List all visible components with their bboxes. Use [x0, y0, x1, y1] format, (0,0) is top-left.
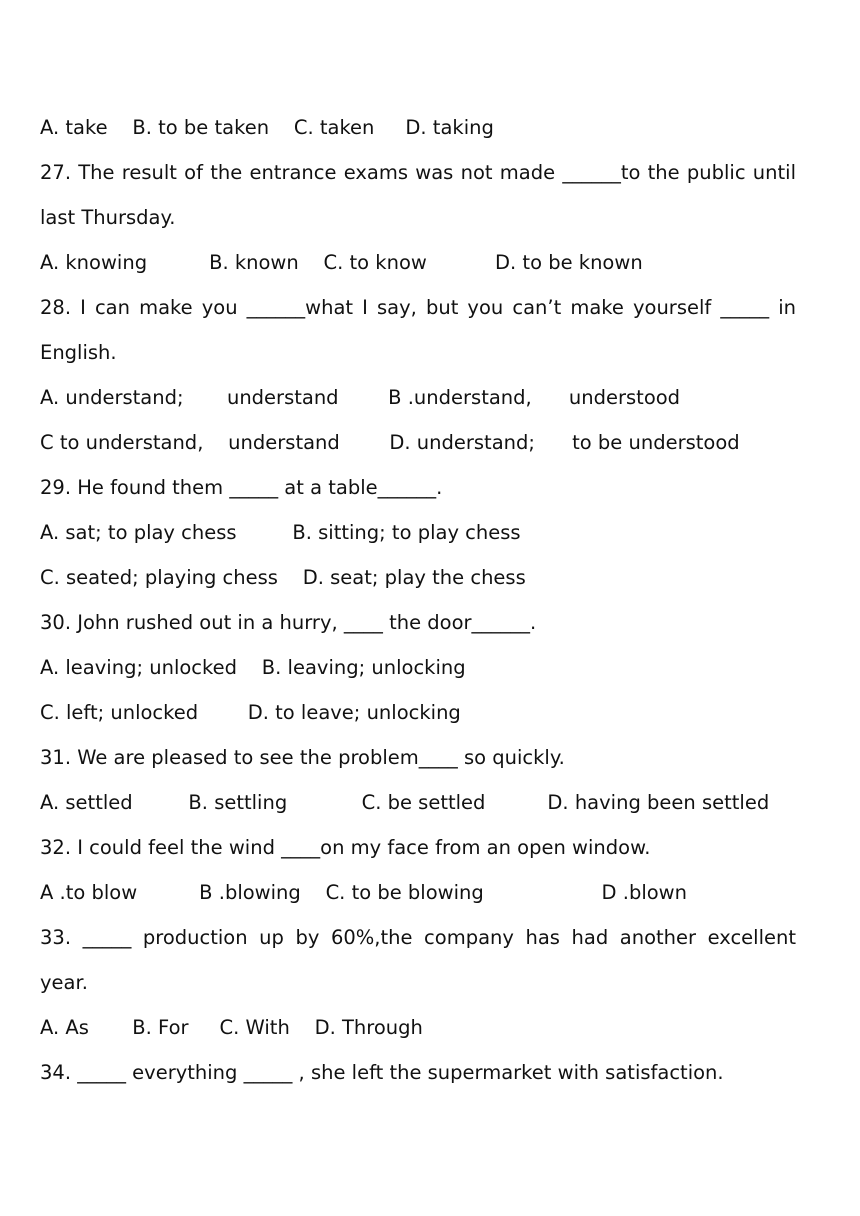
q29-options-cd: C. seated; playing chess D. seat; play the chess	[40, 566, 526, 589]
q28-stem-line-2: English.	[40, 341, 117, 364]
q28-stem-line-1: 28. I can make you ______what I say, but you can’t make yourself _____ in	[40, 296, 796, 319]
q34-stem: 34. _____ everything _____ , she left the supermarket with satisfaction.	[40, 1061, 724, 1084]
exam-page	[40, 105, 796, 1095]
q27-stem-line-2: last Thursday.	[40, 206, 176, 229]
q33-stem-line-1: 33. _____ production up by 60%,the company has had another excellent	[40, 926, 796, 949]
q28-options-cd: C to understand, understand D. understand; to be understood	[40, 431, 740, 454]
q32-stem: 32. I could feel the wind ____on my face from an open window.	[40, 836, 651, 859]
q30-options-cd: C. left; unlocked D. to leave; unlocking	[40, 701, 461, 724]
q27-options: A. knowing B. known C. to know D. to be known	[40, 251, 643, 274]
q29-options-ab: A. sat; to play chess B. sitting; to play chess	[40, 521, 521, 544]
q28-options-ab: A. understand; understand B .understand, understood	[40, 386, 681, 409]
q29-stem: 29. He found them _____ at a table______.	[40, 476, 443, 499]
q27-stem-line-1: 27. The result of the entrance exams was not made ______to the public until	[40, 161, 796, 184]
q33-stem-line-2: year.	[40, 971, 88, 994]
q33-options: A. As B. For C. With D. Through	[40, 1016, 423, 1039]
q26-options: A. take B. to be taken C. taken D. taking	[40, 116, 494, 139]
q31-options: A. settled B. settling C. be settled D. having been settled	[40, 791, 770, 814]
q32-options: A .to blow B .blowing C. to be blowing D .blown	[40, 881, 687, 904]
q30-options-ab: A. leaving; unlocked B. leaving; unlocking	[40, 656, 466, 679]
q31-stem: 31. We are pleased to see the problem____ so quickly.	[40, 746, 565, 769]
q30-stem: 30. John rushed out in a hurry, ____ the door______.	[40, 611, 537, 634]
